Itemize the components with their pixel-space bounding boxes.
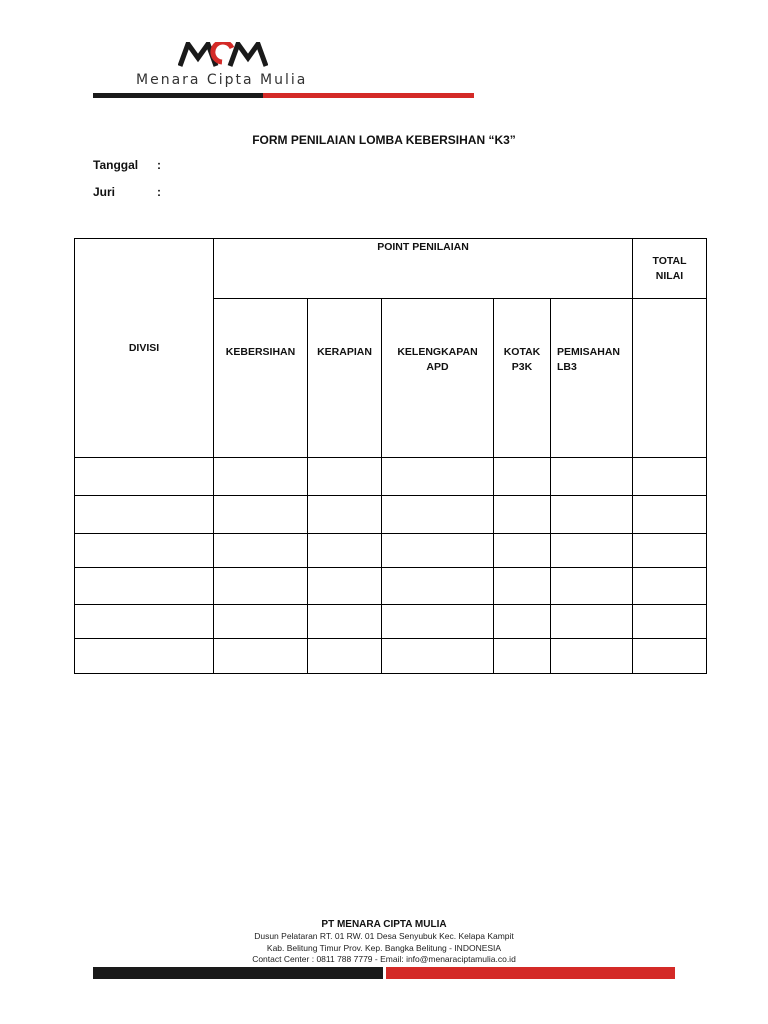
table-row: [75, 568, 707, 605]
score-cell[interactable]: [551, 639, 633, 674]
table-row: [75, 639, 707, 674]
score-cell[interactable]: [494, 568, 551, 605]
score-cell[interactable]: [214, 568, 308, 605]
score-cell[interactable]: [551, 534, 633, 568]
score-cell[interactable]: [308, 605, 382, 639]
table-row: [75, 605, 707, 639]
score-cell[interactable]: [382, 605, 494, 639]
mcm-logo-icon: [178, 42, 268, 68]
criteria-label: PEMISAHAN: [557, 346, 621, 358]
score-cell[interactable]: [308, 639, 382, 674]
score-cell[interactable]: [308, 568, 382, 605]
criteria-label: KOTAK: [503, 346, 541, 358]
table-row: [75, 496, 707, 534]
header-total-line1: TOTAL: [652, 254, 687, 267]
company-logo: [120, 40, 340, 90]
form-title: FORM PENILAIAN LOMBA KEBERSIHAN “K3”: [252, 133, 516, 147]
divisi-cell[interactable]: [75, 605, 214, 639]
header-kerapian: [308, 299, 382, 458]
score-cell[interactable]: [551, 458, 633, 496]
divisi-cell[interactable]: [75, 568, 214, 605]
header-pemisahan-lb3: [551, 299, 633, 458]
field-separator: :: [157, 158, 161, 172]
field-label: Tanggal: [93, 158, 139, 172]
score-cell[interactable]: [633, 496, 707, 534]
score-cell[interactable]: [214, 605, 308, 639]
score-table: [74, 238, 707, 674]
score-cell[interactable]: [551, 568, 633, 605]
page-footer: [0, 918, 768, 966]
field-label: Juri: [93, 185, 116, 199]
score-cell[interactable]: [308, 458, 382, 496]
criteria-label-line2: APD: [426, 361, 449, 373]
criteria-label: KERAPIAN: [317, 346, 372, 358]
score-cell[interactable]: [494, 458, 551, 496]
header-total-nilai: [633, 239, 707, 299]
score-cell[interactable]: [633, 605, 707, 639]
score-cell[interactable]: [494, 605, 551, 639]
divisi-cell[interactable]: [75, 458, 214, 496]
header-kebersihan: [214, 299, 308, 458]
footer-address-1: Dusun Pelataran RT. 01 RW. 01 Desa Senyubuk Kec. Kelapa Kampit: [254, 931, 514, 941]
divisi-cell[interactable]: [75, 496, 214, 534]
score-cell[interactable]: [382, 639, 494, 674]
header-point-penilaian: POINT PENILAIAN: [214, 239, 633, 299]
table-row: [75, 458, 707, 496]
score-cell[interactable]: [551, 605, 633, 639]
field-tanggal: [93, 158, 161, 172]
score-cell[interactable]: [308, 496, 382, 534]
footer-company: PT MENARA CIPTA MULIA: [321, 919, 447, 930]
field-juri: [93, 185, 161, 199]
divisi-cell[interactable]: [75, 534, 214, 568]
score-cell[interactable]: [382, 568, 494, 605]
footer-divider: [93, 967, 675, 979]
score-cell[interactable]: [382, 534, 494, 568]
divisi-cell[interactable]: [75, 639, 214, 674]
score-cell[interactable]: [494, 639, 551, 674]
score-cell[interactable]: [382, 458, 494, 496]
criteria-label-line2: LB3: [557, 361, 577, 373]
header-divider: [93, 93, 474, 98]
company-logo-text: Menara Cipta Mulia: [136, 72, 308, 88]
score-cell[interactable]: [382, 496, 494, 534]
score-cell[interactable]: [633, 639, 707, 674]
score-table-body: [75, 458, 707, 674]
score-cell[interactable]: [214, 458, 308, 496]
score-cell[interactable]: [633, 534, 707, 568]
score-cell[interactable]: [494, 496, 551, 534]
header-total-line2: NILAI: [655, 269, 684, 282]
footer-address-2: Kab. Belitung Timur Prov. Kep. Bangka Belitung - INDONESIA: [266, 942, 502, 953]
score-cell[interactable]: [214, 496, 308, 534]
score-cell[interactable]: [551, 496, 633, 534]
table-row: [75, 534, 707, 568]
criteria-label: KELENGKAPAN: [397, 346, 478, 358]
score-cell[interactable]: [308, 534, 382, 568]
header-kotak-p3k: [494, 299, 551, 458]
score-cell[interactable]: [633, 458, 707, 496]
score-cell[interactable]: [214, 534, 308, 568]
criteria-label-line2: P3K: [511, 361, 533, 373]
score-cell[interactable]: [633, 568, 707, 605]
footer-contact: Contact Center : 0811 788 7779 - Email: info@menaraciptamulia.co.id: [252, 954, 516, 964]
header-kelengkapan-apd: [382, 299, 494, 458]
criteria-label: KEBERSIHAN: [225, 346, 296, 358]
score-cell[interactable]: [494, 534, 551, 568]
header-divisi: DIVISI: [75, 239, 214, 458]
score-cell[interactable]: [214, 639, 308, 674]
header-total-empty: [633, 299, 707, 458]
field-separator: :: [157, 185, 161, 199]
